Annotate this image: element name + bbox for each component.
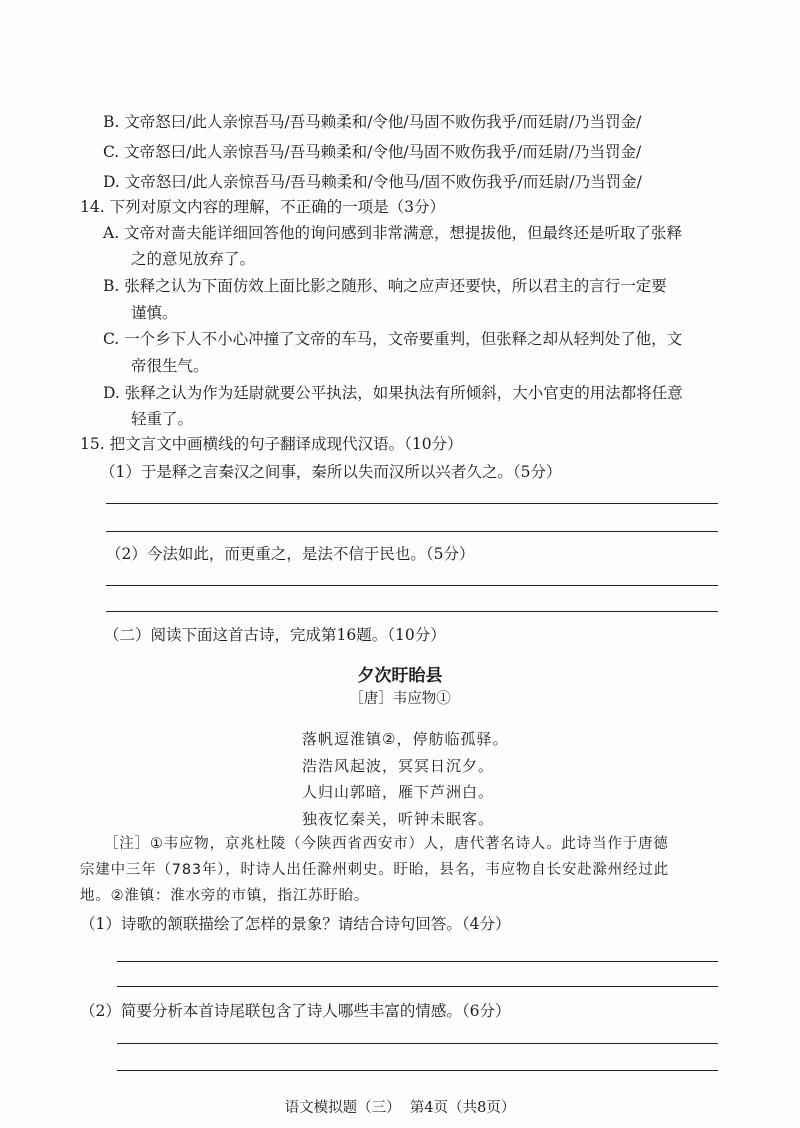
q14-option-c-line1: C. 一个乡下人不小心冲撞了文帝的车马，文帝要重判，但张释之却从轻判处了他，文 (103, 330, 683, 348)
q14-option-b-line2: 谨慎。 (131, 304, 178, 322)
poem-line-4: 独夜忆秦关，听钟未眠客。 (302, 810, 495, 828)
q13-option-b: B. 文帝怒曰/此人亲惊吾马/吾马赖柔和/令他/马固不败伤我乎/而廷尉/乃当罚金/ (103, 113, 642, 131)
section2-intro: （二）阅读下面这首古诗，完成第16题。（10分） (104, 626, 446, 644)
q15-stem: 15. 把文言文中画横线的句子翻译成现代汉语。（10分） (80, 435, 463, 453)
q14-option-b-line1: B. 张释之认为下面仿效上面比影之随形、响之应声还要快，所以君主的言行一定要 (103, 277, 667, 295)
q14-option-c-line2: 帝很生气。 (131, 357, 209, 375)
q16-1: （1）诗歌的颔联描绘了怎样的景象？请结合诗句回答。（4分） (80, 915, 511, 933)
q14-option-a-line1: A. 文帝对啬夫能详细回答他的询问感到非常满意，想提拔他，但最终还是听取了张释 (103, 224, 683, 242)
poem-line-3: 人归山郭暗，雁下芦洲白。 (302, 783, 495, 801)
poem-note-line3: 地。②淮镇：淮水旁的市镇，指江苏盱眙。 (80, 888, 370, 904)
answer-line[interactable] (106, 503, 718, 504)
q15-sub2: （2）今法如此，而更重之，是法不信于民也。（5分） (106, 545, 475, 563)
answer-line[interactable] (117, 986, 718, 987)
poem-title: 夕次盱眙县 (357, 666, 443, 686)
poem-line-2: 浩浩风起波，冥冥日沉夕。 (302, 757, 495, 775)
poem-author: ［唐］韦应物① (349, 691, 451, 707)
poem-note-line1: ［注］①韦应物，京兆杜陵（今陕西省西安市）人，唐代著名诗人。此诗当作于唐德 (104, 836, 669, 852)
q14-option-d-line1: D. 张释之认为作为廷尉就要公平执法，如果执法有所倾斜，大小官吏的用法都将任意 (103, 384, 683, 402)
q15-sub1: （1）于是释之言秦汉之间事，秦所以失而汉所以兴者久之。（5分） (100, 463, 562, 481)
answer-line[interactable] (117, 1070, 718, 1071)
poem-note-line2: 宗建中三年（783年），时诗人出任滁州刺史。盱眙，县名，韦应物自长安赴滁州经过此 (80, 862, 669, 878)
answer-line[interactable] (117, 961, 718, 962)
answer-line[interactable] (106, 611, 718, 612)
q14-option-d-line2: 轻重了。 (131, 410, 194, 428)
q14-option-a-line2: 之的意见放弃了。 (131, 250, 256, 268)
q14-stem: 14. 下列对原文内容的理解，不正确的一项是（3分） (80, 198, 445, 216)
q16-2: （2）简要分析本首诗尾联包含了诗人哪些丰富的情感。（6分） (80, 1002, 511, 1020)
q13-option-d: D. 文帝怒曰/此人亲惊吾马/吾马赖柔和/令他马/固不败伤我乎/而廷尉/乃当罚金/ (103, 173, 642, 191)
q13-option-c: C. 文帝怒曰/此人亲惊吾马/吾马赖柔和/令他/马固不败伤我乎/而廷尉/乃当罚金/ (103, 143, 642, 161)
page-footer: 语文模拟题（三） 第4页（共8页） (284, 1100, 516, 1116)
answer-line[interactable] (117, 1043, 718, 1044)
answer-line[interactable] (106, 585, 718, 586)
answer-line[interactable] (106, 531, 718, 532)
poem-line-1: 落帆逗淮镇②，停舫临孤驿。 (302, 730, 509, 748)
